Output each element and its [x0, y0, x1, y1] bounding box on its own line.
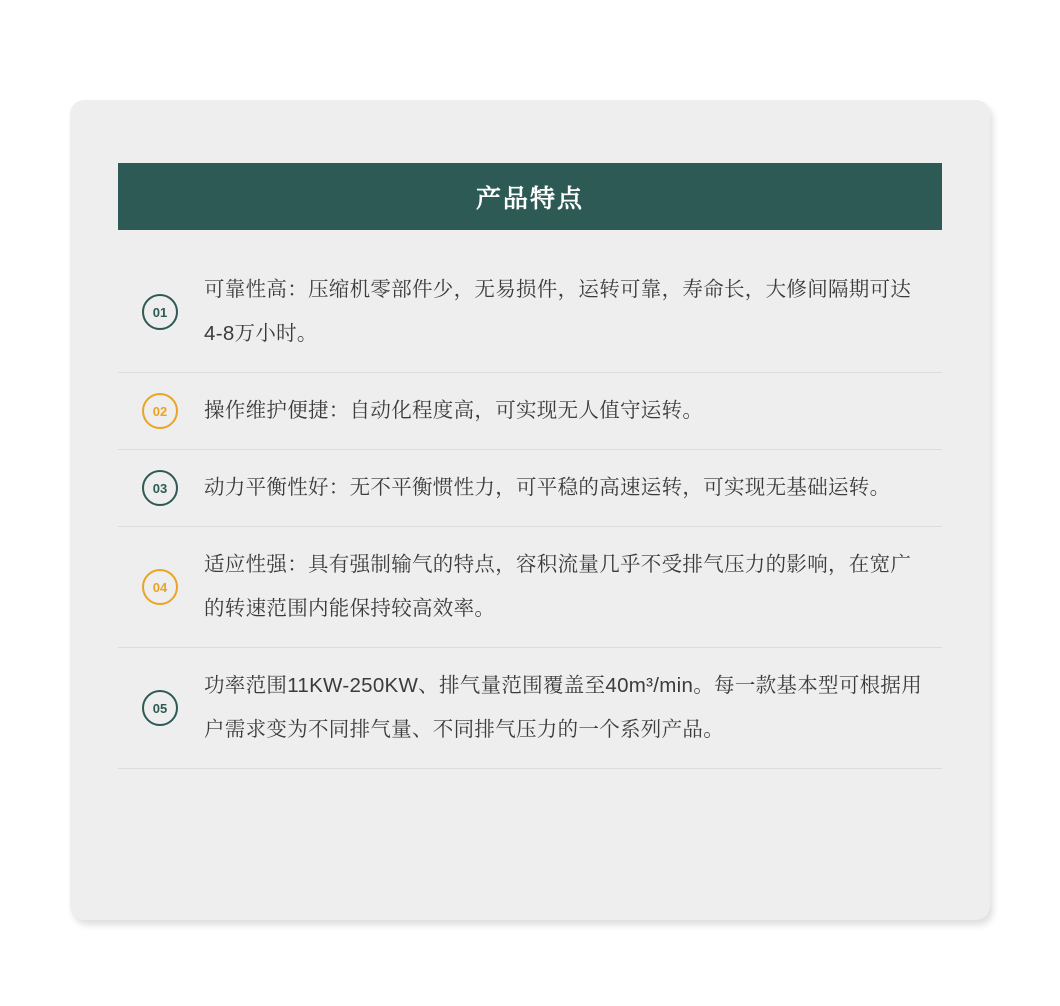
feature-text: 动力平衡性好：无不平衡惯性力，可平稳的高速运转，可实现无基础运转。 [204, 476, 891, 499]
list-item [118, 373, 942, 450]
feature-number-badge: 04 [142, 569, 178, 605]
feature-text: 操作维护便捷：自动化程度高，可实现无人值守运转。 [204, 399, 704, 422]
list-item [118, 648, 942, 769]
feature-number-badge: 02 [142, 393, 178, 429]
page-title: 产品特点 [475, 184, 584, 213]
product-features-card [70, 100, 990, 920]
feature-number-badge: 01 [142, 294, 178, 330]
list-item [118, 527, 942, 648]
feature-number-badge: 03 [142, 470, 178, 506]
feature-number-badge: 05 [142, 690, 178, 726]
feature-text: 可靠性高：压缩机零部件少，无易损件，运转可靠，寿命长，大修间隔期可达4-8万小时。 [204, 278, 912, 345]
list-item [118, 252, 942, 373]
feature-text: 功率范围11KW-250KW、排气量范围覆盖至40m³/min。每一款基本型可根据用户需求变为不同排气量、不同排气压力的一个系列产品。 [204, 674, 923, 741]
feature-text: 适应性强：具有强制输气的特点，容积流量几乎不受排气压力的影响，在宽广的转速范围内能保持较高效率。 [204, 553, 912, 620]
list-item [118, 450, 942, 527]
card-header [118, 163, 942, 230]
feature-list [118, 252, 942, 769]
